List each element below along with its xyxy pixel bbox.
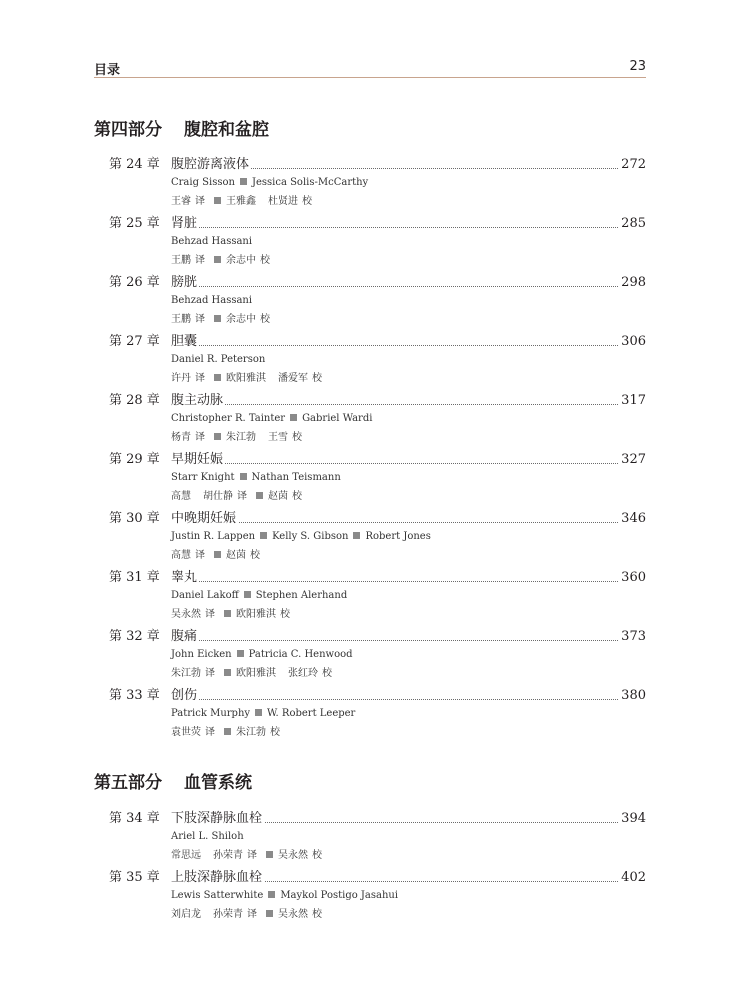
dot-leader [171, 404, 622, 405]
translator-name: 孙荣青 [213, 850, 243, 861]
review-label: 校 [260, 314, 270, 325]
chapter-number: 第 35 章 [109, 870, 160, 885]
chapter-translators [171, 549, 264, 563]
translator-name: 高慧 [171, 550, 191, 561]
chapter-number: 第 30 章 [109, 511, 160, 526]
translator-name: 王鹏 [171, 314, 191, 325]
chapter-page-number: 285 [618, 214, 646, 234]
chapter-number: 第 27 章 [109, 334, 160, 349]
chapter-translators [171, 254, 274, 268]
separator-square-icon [260, 532, 267, 539]
author-name: W. Robert Leeper [267, 708, 356, 719]
dot-leader [171, 581, 622, 582]
reviewer-name: 余志中 [226, 255, 256, 266]
author-name: Starr Knight [171, 472, 235, 483]
author-name: Daniel Lakoff [171, 590, 239, 601]
chapter-translators [171, 372, 326, 386]
chapter-number: 第 24 章 [109, 157, 160, 172]
chapter-entry[interactable] [109, 568, 646, 627]
reviewer-name: 赵茵 [226, 550, 246, 561]
translator-name: 常思远 [171, 850, 201, 861]
separator-square-icon [237, 650, 244, 657]
chapter-authors [171, 830, 244, 844]
reviewer-name: 欧阳雅淇 [236, 668, 276, 679]
separator-square-icon [266, 910, 273, 917]
reviewer-name: 吴永然 [278, 850, 308, 861]
reviewer-name: 欧阳雅淇 [236, 609, 276, 620]
chapter-entry[interactable] [109, 809, 646, 868]
chapter-title[interactable]: 中晚期妊娠 [171, 509, 238, 529]
dot-leader [171, 286, 622, 287]
translate-label: 译 [247, 909, 257, 920]
review-label: 校 [292, 432, 302, 443]
chapter-title[interactable]: 膀胱 [171, 273, 199, 293]
chapter-line [109, 450, 646, 470]
chapter-number: 第 29 章 [109, 452, 160, 467]
author-name: Nathan Teismann [251, 472, 341, 483]
separator-square-icon [268, 891, 275, 898]
author-name: Behzad Hassani [171, 236, 253, 247]
chapter-line [109, 332, 646, 352]
running-head-section: 目录 [94, 63, 121, 78]
chapter-translators [171, 908, 326, 922]
chapter-title[interactable]: 早期妊娠 [171, 450, 225, 470]
chapter-entry[interactable] [109, 450, 646, 509]
chapter-page-number: 327 [618, 450, 646, 470]
chapter-number: 第 32 章 [109, 629, 160, 644]
translator-name: 王睿 [171, 196, 191, 207]
translator-name: 刘启龙 [171, 909, 201, 920]
separator-square-icon [290, 414, 297, 421]
author-name: Kelly S. Gibson [272, 531, 349, 542]
chapter-page-number: 394 [618, 809, 646, 829]
translator-name: 许丹 [171, 373, 191, 384]
review-label: 校 [312, 373, 322, 384]
reviewer-name: 欧阳雅淇 [226, 373, 266, 384]
author-name: Behzad Hassani [171, 295, 253, 306]
chapter-entry[interactable] [109, 868, 646, 927]
chapter-title[interactable]: 腹痛 [171, 627, 199, 647]
chapter-title[interactable]: 睾丸 [171, 568, 199, 588]
review-label: 校 [312, 850, 322, 861]
chapter-page-number: 317 [618, 391, 646, 411]
chapter-page-number: 360 [618, 568, 646, 588]
chapter-entry[interactable] [109, 509, 646, 568]
chapter-entry[interactable] [109, 391, 646, 450]
chapter-number: 第 31 章 [109, 570, 160, 585]
dot-leader [171, 640, 622, 641]
author-name: Gabriel Wardi [302, 413, 373, 424]
reviewer-name: 杜贤进 [268, 196, 298, 207]
translate-label: 译 [195, 550, 205, 561]
dot-leader [171, 227, 622, 228]
reviewer-name: 朱江勃 [226, 432, 256, 443]
chapter-line [109, 155, 646, 175]
chapter-page-number: 306 [618, 332, 646, 352]
chapter-title[interactable]: 创伤 [171, 686, 199, 706]
chapter-title[interactable]: 上肢深静脉血栓 [171, 868, 264, 888]
chapter-authors [171, 707, 355, 721]
author-name: Justin R. Lappen [171, 531, 256, 542]
translate-label: 译 [237, 491, 247, 502]
review-label: 校 [302, 196, 312, 207]
chapter-line [109, 391, 646, 411]
part-heading [94, 768, 252, 792]
chapter-number: 第 26 章 [109, 275, 160, 290]
chapter-page-number: 402 [618, 868, 646, 888]
chapter-line [109, 627, 646, 647]
chapter-authors [171, 530, 431, 544]
dot-leader [171, 345, 622, 346]
chapter-entry[interactable] [109, 627, 646, 686]
chapter-authors [171, 648, 353, 662]
chapter-entry[interactable] [109, 332, 646, 391]
separator-square-icon [214, 256, 221, 263]
separator-square-icon [214, 551, 221, 558]
separator-square-icon [255, 709, 262, 716]
reviewer-name: 余志中 [226, 314, 256, 325]
chapter-title[interactable]: 腹腔游离液体 [171, 155, 251, 175]
chapter-translators [171, 195, 316, 209]
separator-square-icon [240, 473, 247, 480]
chapter-authors [171, 353, 265, 367]
chapter-line [109, 568, 646, 588]
chapter-title[interactable]: 胆囊 [171, 332, 199, 352]
reviewer-name: 潘爱军 [278, 373, 308, 384]
dot-leader [171, 463, 622, 464]
chapter-authors [171, 412, 372, 426]
chapter-translators [171, 667, 336, 681]
reviewer-name: 朱江勃 [236, 727, 266, 738]
translate-label: 译 [195, 432, 205, 443]
part-heading [94, 115, 269, 139]
translate-label: 译 [195, 373, 205, 384]
review-label: 校 [292, 491, 302, 502]
dot-leader [171, 522, 622, 523]
running-head [94, 57, 646, 78]
chapter-title[interactable]: 肾脏 [171, 214, 199, 234]
review-label: 校 [270, 727, 280, 738]
translator-name: 杨青 [171, 432, 191, 443]
chapter-title[interactable]: 下肢深静脉血栓 [171, 809, 264, 829]
part-title: 血管系统 [184, 773, 252, 793]
running-head-page-number: 23 [629, 59, 646, 74]
chapter-line [109, 214, 646, 234]
part-title: 腹腔和盆腔 [184, 120, 269, 140]
chapter-line [109, 686, 646, 706]
reviewer-name: 王雅鑫 [226, 196, 256, 207]
separator-square-icon [224, 669, 231, 676]
review-label: 校 [260, 255, 270, 266]
chapter-entry[interactable] [109, 686, 646, 745]
author-name: Lewis Satterwhite [171, 890, 264, 901]
reviewer-name: 吴永然 [278, 909, 308, 920]
part-label: 第五部分 [94, 773, 162, 793]
translate-label: 译 [247, 850, 257, 861]
separator-square-icon [266, 851, 273, 858]
chapter-line [109, 509, 646, 529]
chapter-page-number: 272 [618, 155, 646, 175]
translator-name: 高慧 [171, 491, 191, 502]
author-name: Daniel R. Peterson [171, 354, 266, 365]
chapter-entry[interactable] [109, 214, 646, 273]
separator-square-icon [214, 374, 221, 381]
translate-label: 译 [195, 255, 205, 266]
translator-name: 孙荣青 [213, 909, 243, 920]
separator-square-icon [214, 315, 221, 322]
separator-square-icon [224, 610, 231, 617]
separator-square-icon [244, 591, 251, 598]
chapter-line [109, 273, 646, 293]
chapter-number: 第 28 章 [109, 393, 160, 408]
chapter-authors [171, 589, 347, 603]
chapter-page-number: 380 [618, 686, 646, 706]
separator-square-icon [240, 178, 247, 185]
chapter-page-number: 346 [618, 509, 646, 529]
review-label: 校 [322, 668, 332, 679]
chapter-authors [171, 235, 252, 249]
separator-square-icon [256, 492, 263, 499]
translator-name: 胡仕静 [203, 491, 233, 502]
separator-square-icon [214, 433, 221, 440]
chapter-line [109, 868, 646, 888]
review-label: 校 [280, 609, 290, 620]
chapter-authors [171, 294, 252, 308]
chapter-number: 第 25 章 [109, 216, 160, 231]
chapter-translators [171, 726, 284, 740]
chapter-entry[interactable] [109, 273, 646, 332]
chapter-translators [171, 608, 294, 622]
author-name: Patricia C. Henwood [248, 649, 353, 660]
part-label: 第四部分 [94, 120, 162, 140]
author-name: Ariel L. Shiloh [171, 831, 244, 842]
chapter-entry[interactable] [109, 155, 646, 214]
author-name: Jessica Solis-McCarthy [251, 177, 369, 188]
translator-name: 袁世荧 [171, 727, 201, 738]
author-name: Christopher R. Tainter [171, 413, 286, 424]
chapter-number: 第 33 章 [109, 688, 160, 703]
chapter-authors [171, 889, 398, 903]
chapter-page-number: 298 [618, 273, 646, 293]
review-label: 校 [250, 550, 260, 561]
chapter-translators [171, 431, 306, 445]
author-name: Robert Jones [365, 531, 431, 542]
chapter-translators [171, 313, 274, 327]
separator-square-icon [353, 532, 360, 539]
translate-label: 译 [205, 668, 215, 679]
review-label: 校 [312, 909, 322, 920]
chapter-translators [171, 849, 326, 863]
translator-name: 吴永然 [171, 609, 201, 620]
separator-square-icon [224, 728, 231, 735]
reviewer-name: 王雪 [268, 432, 288, 443]
chapter-authors [171, 471, 341, 485]
dot-leader [171, 699, 622, 700]
translate-label: 译 [205, 609, 215, 620]
reviewer-name: 赵茵 [268, 491, 288, 502]
chapter-authors [171, 176, 368, 190]
translate-label: 译 [195, 314, 205, 325]
author-name: Maykol Postigo Jasahui [280, 890, 399, 901]
translate-label: 译 [195, 196, 205, 207]
author-name: John Eicken [171, 649, 232, 660]
author-name: Craig Sisson [171, 177, 235, 188]
chapter-page-number: 373 [618, 627, 646, 647]
chapter-line [109, 809, 646, 829]
translator-name: 朱江勃 [171, 668, 201, 679]
translate-label: 译 [205, 727, 215, 738]
chapter-number: 第 34 章 [109, 811, 160, 826]
reviewer-name: 张红玲 [288, 668, 318, 679]
chapter-translators [171, 490, 306, 504]
separator-square-icon [214, 197, 221, 204]
author-name: Stephen Alerhand [255, 590, 348, 601]
chapter-title[interactable]: 腹主动脉 [171, 391, 225, 411]
author-name: Patrick Murphy [171, 708, 251, 719]
translator-name: 王鹏 [171, 255, 191, 266]
